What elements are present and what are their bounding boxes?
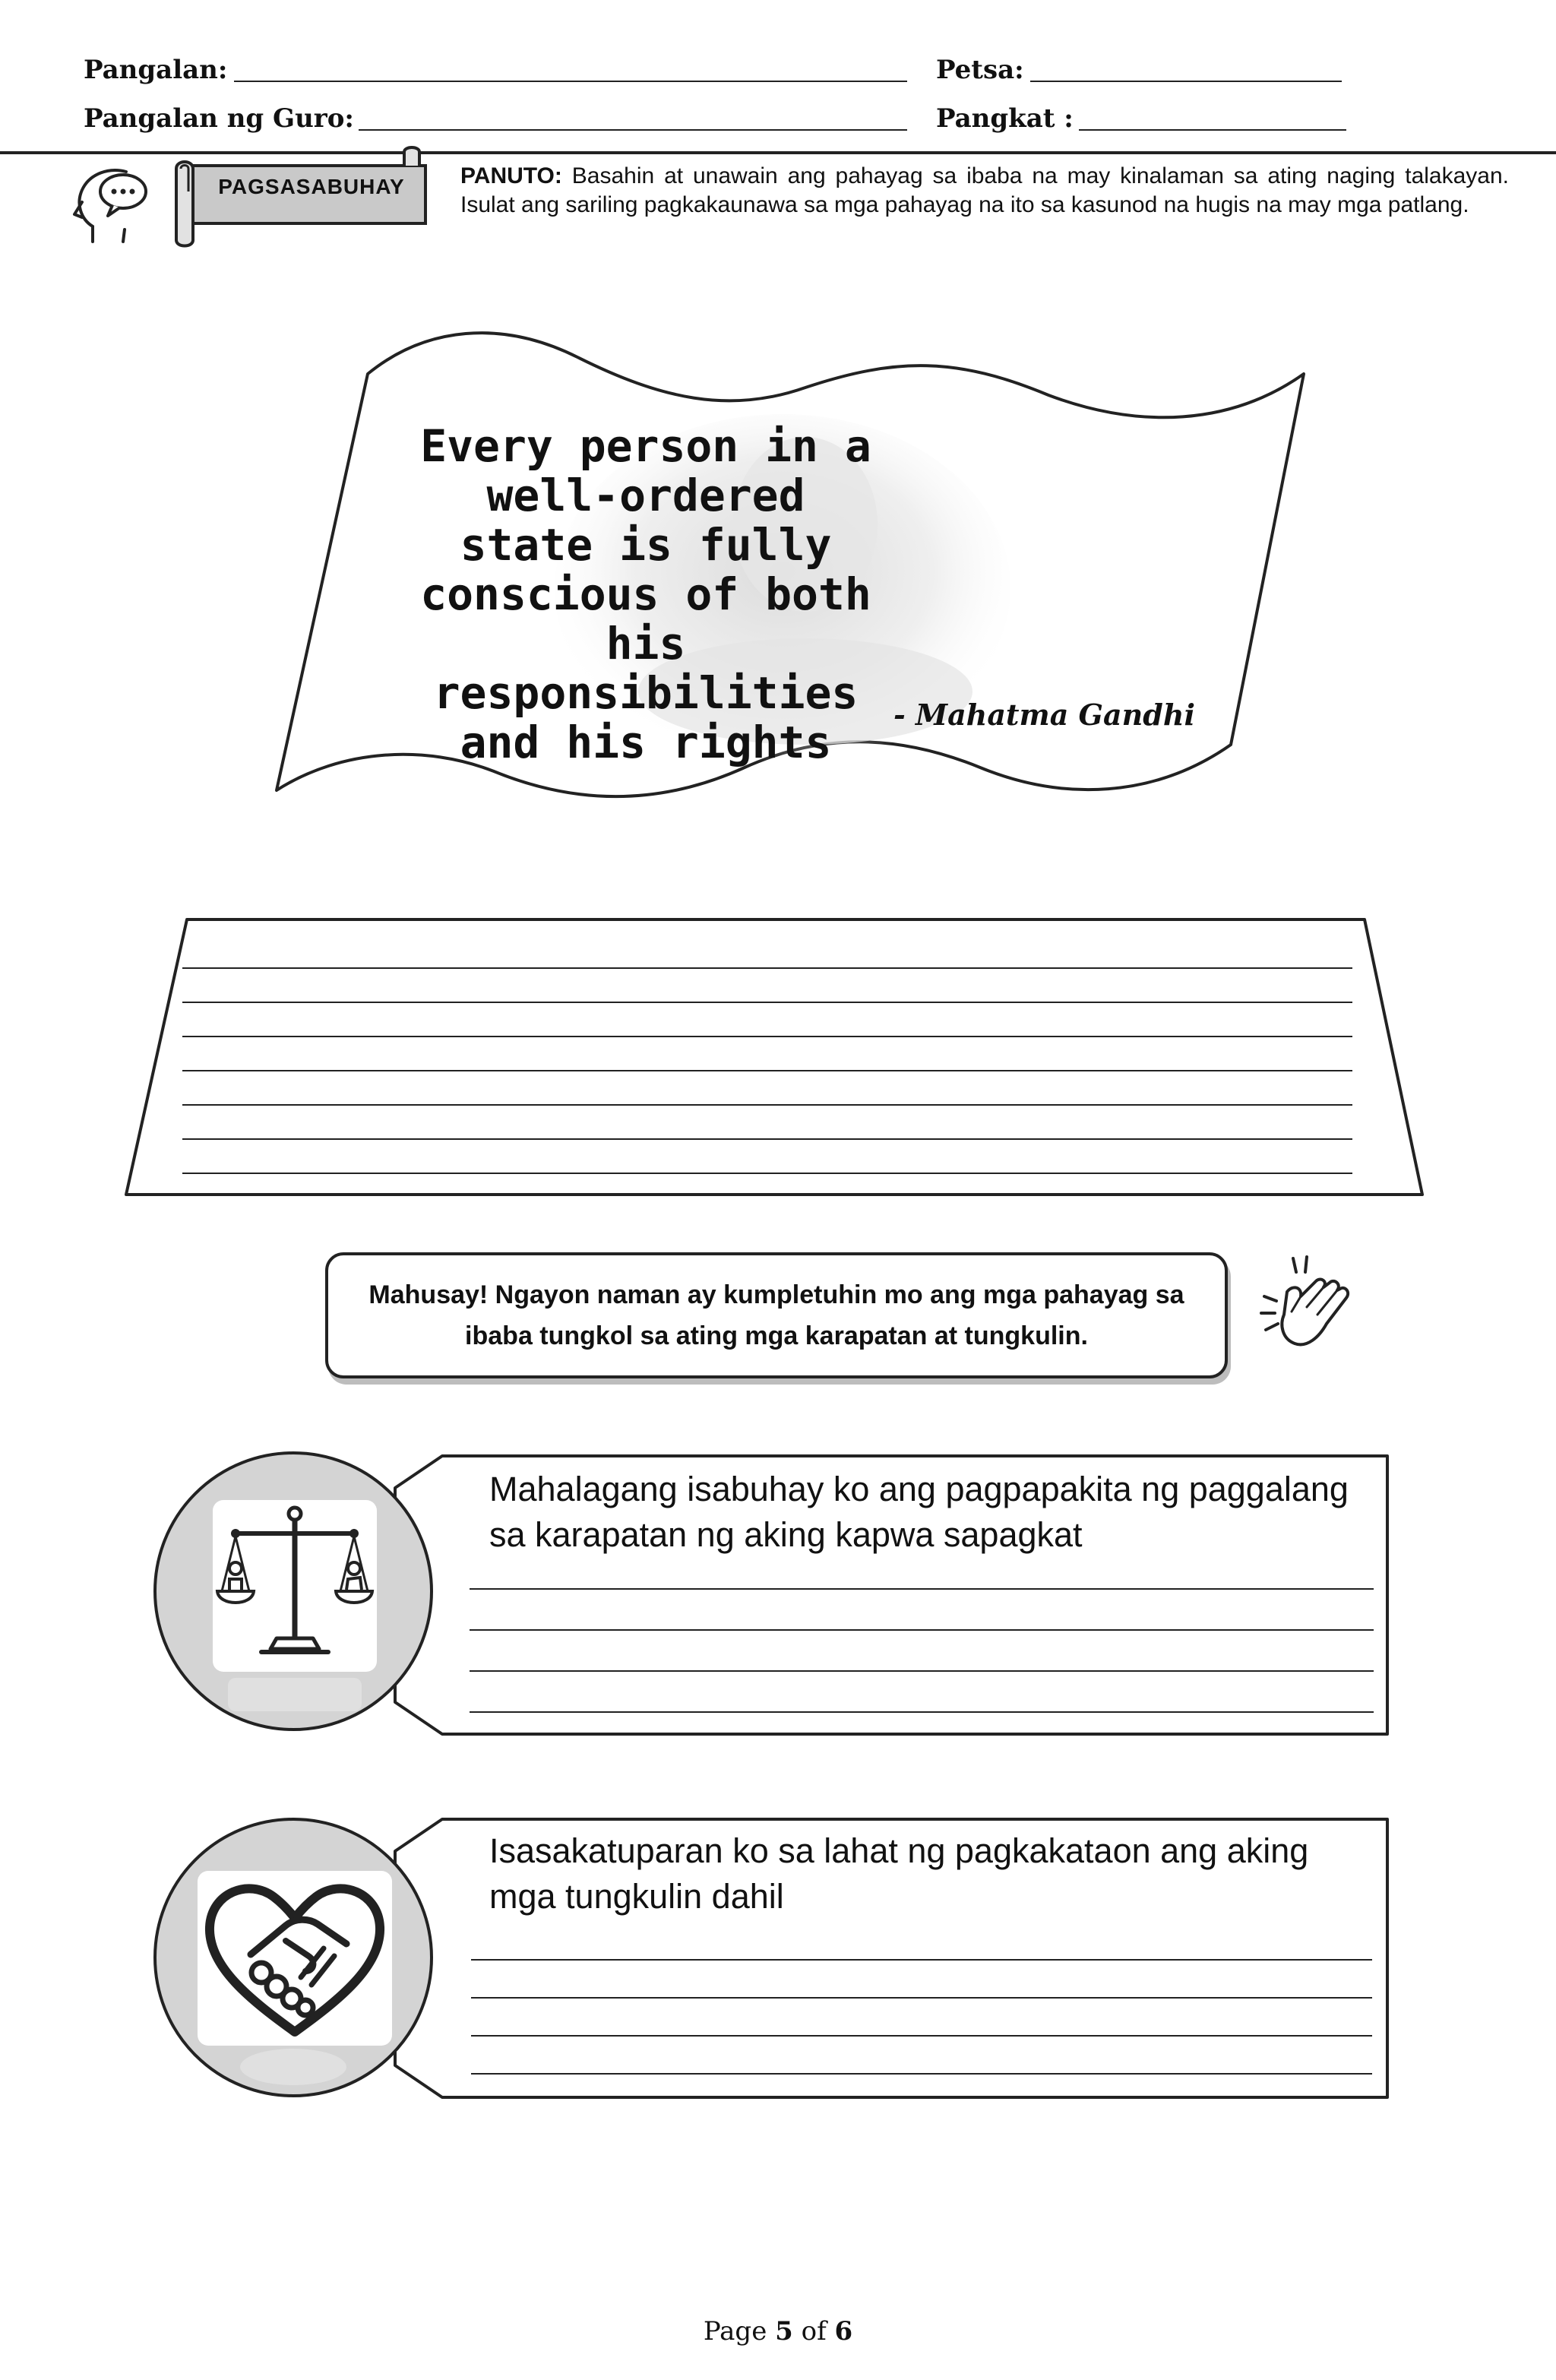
quote-author: - Mahatma Gandhi	[893, 698, 1195, 732]
date-label: Petsa:	[936, 55, 1024, 85]
prompt-2-line[interactable]	[471, 2073, 1372, 2075]
instruction-label: PANUTO:	[460, 163, 562, 188]
prompt-2-line[interactable]	[471, 2035, 1372, 2037]
name-label: Pangalan:	[84, 55, 228, 85]
page-of: of	[801, 2316, 827, 2347]
instruction-text: Basahin at unawain ang pahayag sa ibaba na may kinalaman sa ating naging talakayan. Isulat ang sariling pagkakaunawa sa mga pahayag na ito sa kasunod na hugis na may mga patlang.	[460, 163, 1509, 217]
teacher-label: Pangalan ng Guro:	[84, 103, 354, 134]
section-label: Pangkat :	[936, 103, 1074, 134]
encouragement-text: Mahusay! Ngayon naman ay kumpletuhin mo ang mga pahayag sa ibaba tungkol sa ating mga karapatan at tungkulin.	[368, 1280, 1184, 1350]
prompt-2-text: Isasakatuparan ko sa lahat ng pagkakataon ang aking mga tungkulin dahil	[489, 1831, 1309, 1916]
page-number: 5	[775, 2316, 793, 2347]
quote-text: Every person in a well-ordered state is fully conscious of both his responsibilities and his rights	[420, 420, 871, 768]
prompt-1-text: Mahalagang isabuhay ko ang pagpapakita ng paggalang sa karapatan ng aking kapwa sapagkat	[489, 1470, 1349, 1554]
prompt-2-line[interactable]	[471, 1959, 1372, 1961]
page-prefix: Page	[703, 2316, 767, 2347]
section-tag: PAGSASABUHAY	[218, 175, 405, 198]
page-footer	[0, 2316, 1556, 2347]
page-total: 6	[834, 2316, 853, 2347]
handshake-heart-icon	[198, 1871, 392, 2046]
prompt-2-line[interactable]	[471, 1997, 1372, 1999]
